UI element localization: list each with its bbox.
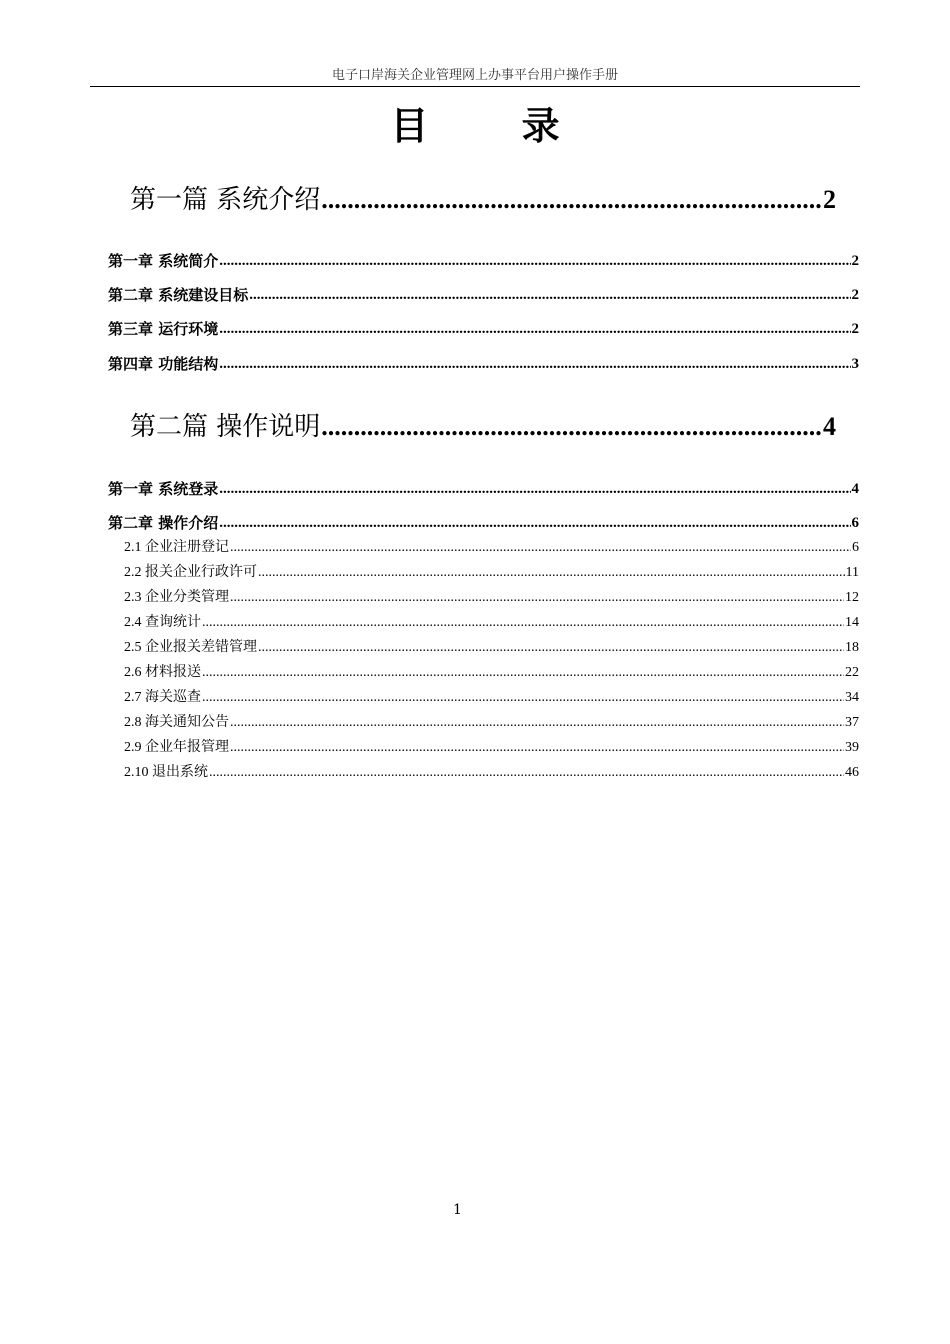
- toc-chapter-1-1[interactable]: [108, 250, 859, 272]
- dot-leader: [209, 763, 844, 783]
- toc-chapter-1-3[interactable]: [108, 318, 859, 340]
- toc-part-label: 第一篇 系统介绍: [130, 185, 321, 215]
- toc-chapter-2-1[interactable]: [108, 478, 859, 500]
- dot-leader: [219, 512, 850, 534]
- dot-leader: [230, 713, 844, 733]
- toc-section-2-3[interactable]: [124, 588, 859, 608]
- toc-section-label: 2.2 报关企业行政许可: [124, 565, 257, 580]
- toc-section-label: 2.8 海关通知公告: [124, 715, 229, 730]
- dot-leader: [258, 638, 844, 658]
- dot-leader: [219, 250, 850, 272]
- dot-leader: [219, 478, 850, 500]
- dot-leader: [321, 180, 822, 220]
- toc-section-label: 2.10 退出系统: [124, 765, 208, 780]
- toc-page-number: 2: [851, 287, 859, 303]
- dot-leader: [230, 588, 844, 608]
- dot-leader: [249, 284, 850, 306]
- toc-chapter-label: 第二章 操作介绍: [108, 514, 219, 532]
- dot-leader: [202, 613, 844, 633]
- toc-page-number: 12: [845, 590, 859, 605]
- toc-page-number: 14: [845, 615, 859, 630]
- toc-page-number: 4: [823, 412, 836, 441]
- toc-section-label: 2.4 查询统计: [124, 615, 201, 630]
- dot-leader: [258, 563, 845, 583]
- toc-chapter-label: 第一章 系统简介: [108, 252, 219, 270]
- toc-chapter-1-4[interactable]: [108, 353, 859, 375]
- toc-page-number: 4: [851, 481, 859, 497]
- toc-section-label: 2.9 企业年报管理: [124, 740, 229, 755]
- toc-section-2-2[interactable]: [124, 563, 859, 583]
- dot-leader: [202, 663, 844, 683]
- toc-chapter-1-2[interactable]: [108, 284, 859, 306]
- page-header: [90, 68, 860, 87]
- toc-page-number: 46: [845, 765, 859, 780]
- dot-leader: [230, 738, 844, 758]
- toc-page-number: 11: [845, 565, 859, 580]
- dot-leader: [230, 538, 851, 558]
- toc-section-label: 2.1 企业注册登记: [124, 540, 229, 555]
- page-number: 1: [453, 1202, 462, 1218]
- dot-leader: [202, 688, 844, 708]
- toc-page-number: 6: [851, 515, 859, 531]
- toc-part-1[interactable]: [130, 180, 836, 220]
- toc-section-2-9[interactable]: [124, 738, 859, 758]
- toc-chapter-label: 第四章 功能结构: [108, 355, 219, 373]
- toc-section-2-4[interactable]: [124, 613, 859, 633]
- toc-section-2-8[interactable]: [124, 713, 859, 733]
- toc-page-number: 34: [845, 690, 859, 705]
- toc-section-2-7[interactable]: [124, 688, 859, 708]
- toc-chapter-label: 第一章 系统登录: [108, 480, 219, 498]
- toc-page-number: 39: [845, 740, 859, 755]
- toc-page-number: 22: [845, 665, 859, 680]
- toc-page-number: 3: [851, 356, 859, 372]
- dot-leader: [219, 318, 850, 340]
- toc-chapter-2-2[interactable]: [108, 512, 859, 534]
- toc-title: 目 录: [390, 104, 600, 148]
- toc-section-2-6[interactable]: [124, 663, 859, 683]
- toc-section-2-5[interactable]: [124, 638, 859, 658]
- toc-page-number: 37: [845, 715, 859, 730]
- toc-part-2[interactable]: [130, 407, 836, 447]
- toc-chapter-label: 第三章 运行环境: [108, 320, 219, 338]
- dot-leader: [219, 353, 850, 375]
- toc-page-number: 2: [851, 253, 859, 269]
- dot-leader: [321, 407, 822, 447]
- header-title: 电子口岸海关企业管理网上办事平台用户操作手册: [331, 68, 618, 83]
- toc-page-number: 6: [852, 540, 859, 555]
- toc-section-2-1[interactable]: [124, 538, 859, 558]
- toc-section-2-10[interactable]: [124, 763, 859, 783]
- toc-section-label: 2.5 企业报关差错管理: [124, 640, 257, 655]
- toc-page-number: 2: [823, 185, 836, 214]
- toc-section-label: 2.3 企业分类管理: [124, 590, 229, 605]
- toc-part-label: 第二篇 操作说明: [130, 412, 321, 442]
- toc-section-label: 2.6 材料报送: [124, 665, 201, 680]
- toc-page-number: 18: [845, 640, 859, 655]
- toc-chapter-label: 第二章 系统建设目标: [108, 286, 249, 304]
- toc-page-number: 2: [851, 321, 859, 337]
- toc-section-label: 2.7 海关巡查: [124, 690, 201, 705]
